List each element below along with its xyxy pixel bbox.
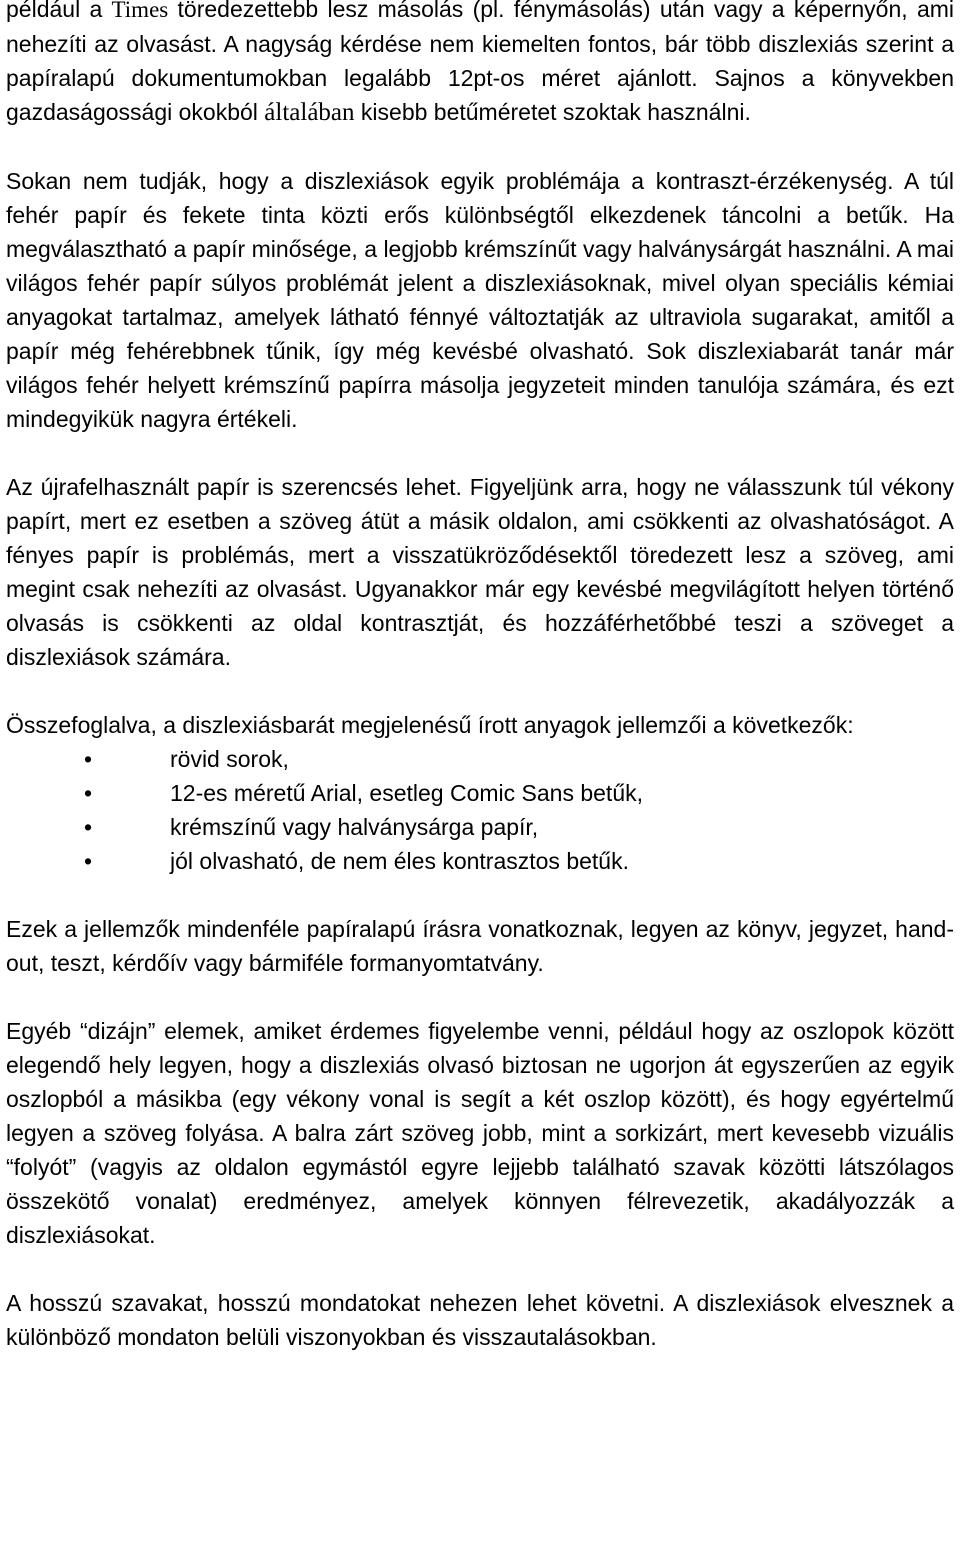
- text-run: például a: [6, 0, 112, 22]
- list-item-text: 12-es méretű Arial, esetleg Comic Sans betűk,: [170, 780, 644, 806]
- bullet-icon: •: [84, 814, 93, 840]
- text-run-serif-sample: általában: [264, 99, 355, 126]
- list-item-text: jól olvasható, de nem éles kontrasztos betűk.: [170, 848, 629, 874]
- paragraph-contrast: Sokan nem tudják, hogy a diszlexiások egyik problémája a kontraszt-érzékenység. A túl fehér papír és fekete tinta közti erős különbségtől elkezdenek táncolni a betűk. Ha megválasztható a papír minősége, a legjobb krémszínűt vagy halványsárgát használni. A mai világos fehér papír súlyos problémát jelent a diszlexiásoknak, mivel olyan speciális kémiai anyagokat tartalmaz, amelyek látható fénnyé változtatják az ultraviola sugarakat, amitől a papír még fehérebbnek tűnik, így még kevésbé olvasható. Sok diszlexiabarát tanár már világos fehér helyett krémszínű papírra másolja jegyzeteit minden tanulója számára, és ezt mindegyikük nagyra értékeli.: [6, 168, 954, 432]
- bullet-icon: •: [84, 780, 93, 806]
- paragraph-gap: [6, 436, 954, 470]
- paragraph-gap: [6, 878, 954, 912]
- text-run-times-sample: Times: [111, 0, 169, 22]
- paragraph-gap: [6, 1252, 954, 1286]
- text-run: töredezettebb lesz másolás (pl. fénymásolás) után vagy a képernyőn, ami nehezíti az olvasást. A nagyság kérdése nem kiemelten fontos, bár több diszlexiás szerint a papíralapú dokumentumokban legalább 12pt-os méret ajánlott. Sajnos a könyvekben gazdaságossági okokból: [6, 0, 954, 125]
- paragraph-design-elements: Egyéb “dizájn” elemek, amiket érdemes figyelembe venni, például hogy az oszlopok között elegendő hely legyen, hogy a diszlexiás olvasó biztosan ne ugorjon át egyszerűen az egyik oszlopból a másikba (egy vékony vonal is segít a két oszlop között), és hogy egyértelmű legyen a szöveg folyása. A balra zárt szöveg jobb, mint a sorkizárt, mert kevesebb vizuális “folyót” (vagyis az oldalon egymástól egyre lejjebb található szavak közötti látszólagos összekötő vonalat) eredményez, amelyek könnyen félrevezetik, akadályozzák a diszlexiásokat.: [6, 1018, 954, 1248]
- paragraph-font-size: [6, 0, 954, 130]
- paragraph-long-words: A hosszú szavakat, hosszú mondatokat nehezen lehet követni. A diszlexiások elvesznek a különböző mondaton belüli viszonyokban és visszautalásokban.: [6, 1290, 954, 1350]
- paragraph-scope: Ezek a jellemzők mindenféle papíralapú írásra vonatkoznak, legyen az könyv, jegyzet, hand-out, teszt, kérdőív vagy bármiféle formanyomtatvány.: [6, 916, 954, 976]
- list-item-text: krémszínű vagy halványsárga papír,: [170, 814, 539, 840]
- bullet-icon: •: [84, 746, 93, 772]
- paragraph-recycled-paper: Az újrafelhasznált papír is szerencsés lehet. Figyeljünk arra, hogy ne válasszunk túl vékony papírt, mert ez esetben a szöveg átüt a másik oldalon, ami csökkenti az olvashatóságot. A fényes papír is problémás, mert a visszatükröződésektől töredezett lesz a szöveg, ami megint csak nehezíti az olvasást. Ugyanakkor már egy kevésbé megvilágított helyen történő olvasás is csökkenti az oldal kontrasztját, és hozzáférhetőbbé teszi a szöveget a diszlexiások számára.: [6, 474, 954, 670]
- list-item: [6, 776, 954, 810]
- text-run: kisebb betűméretet szoktak használni.: [354, 99, 751, 125]
- paragraph-gap: [6, 980, 954, 1014]
- paragraph-summary-intro: Összefoglalva, a diszlexiásbarát megjelenésű írott anyagok jellemzői a következők:: [6, 712, 854, 738]
- list-item: [6, 810, 954, 844]
- bullet-icon: •: [84, 848, 93, 874]
- summary-bullet-list: [6, 742, 954, 878]
- paragraph-gap: [6, 674, 954, 708]
- list-item: [6, 742, 954, 776]
- paragraph-gap: [6, 130, 954, 164]
- list-item-text: rövid sorok,: [170, 746, 289, 772]
- list-item: [6, 844, 954, 878]
